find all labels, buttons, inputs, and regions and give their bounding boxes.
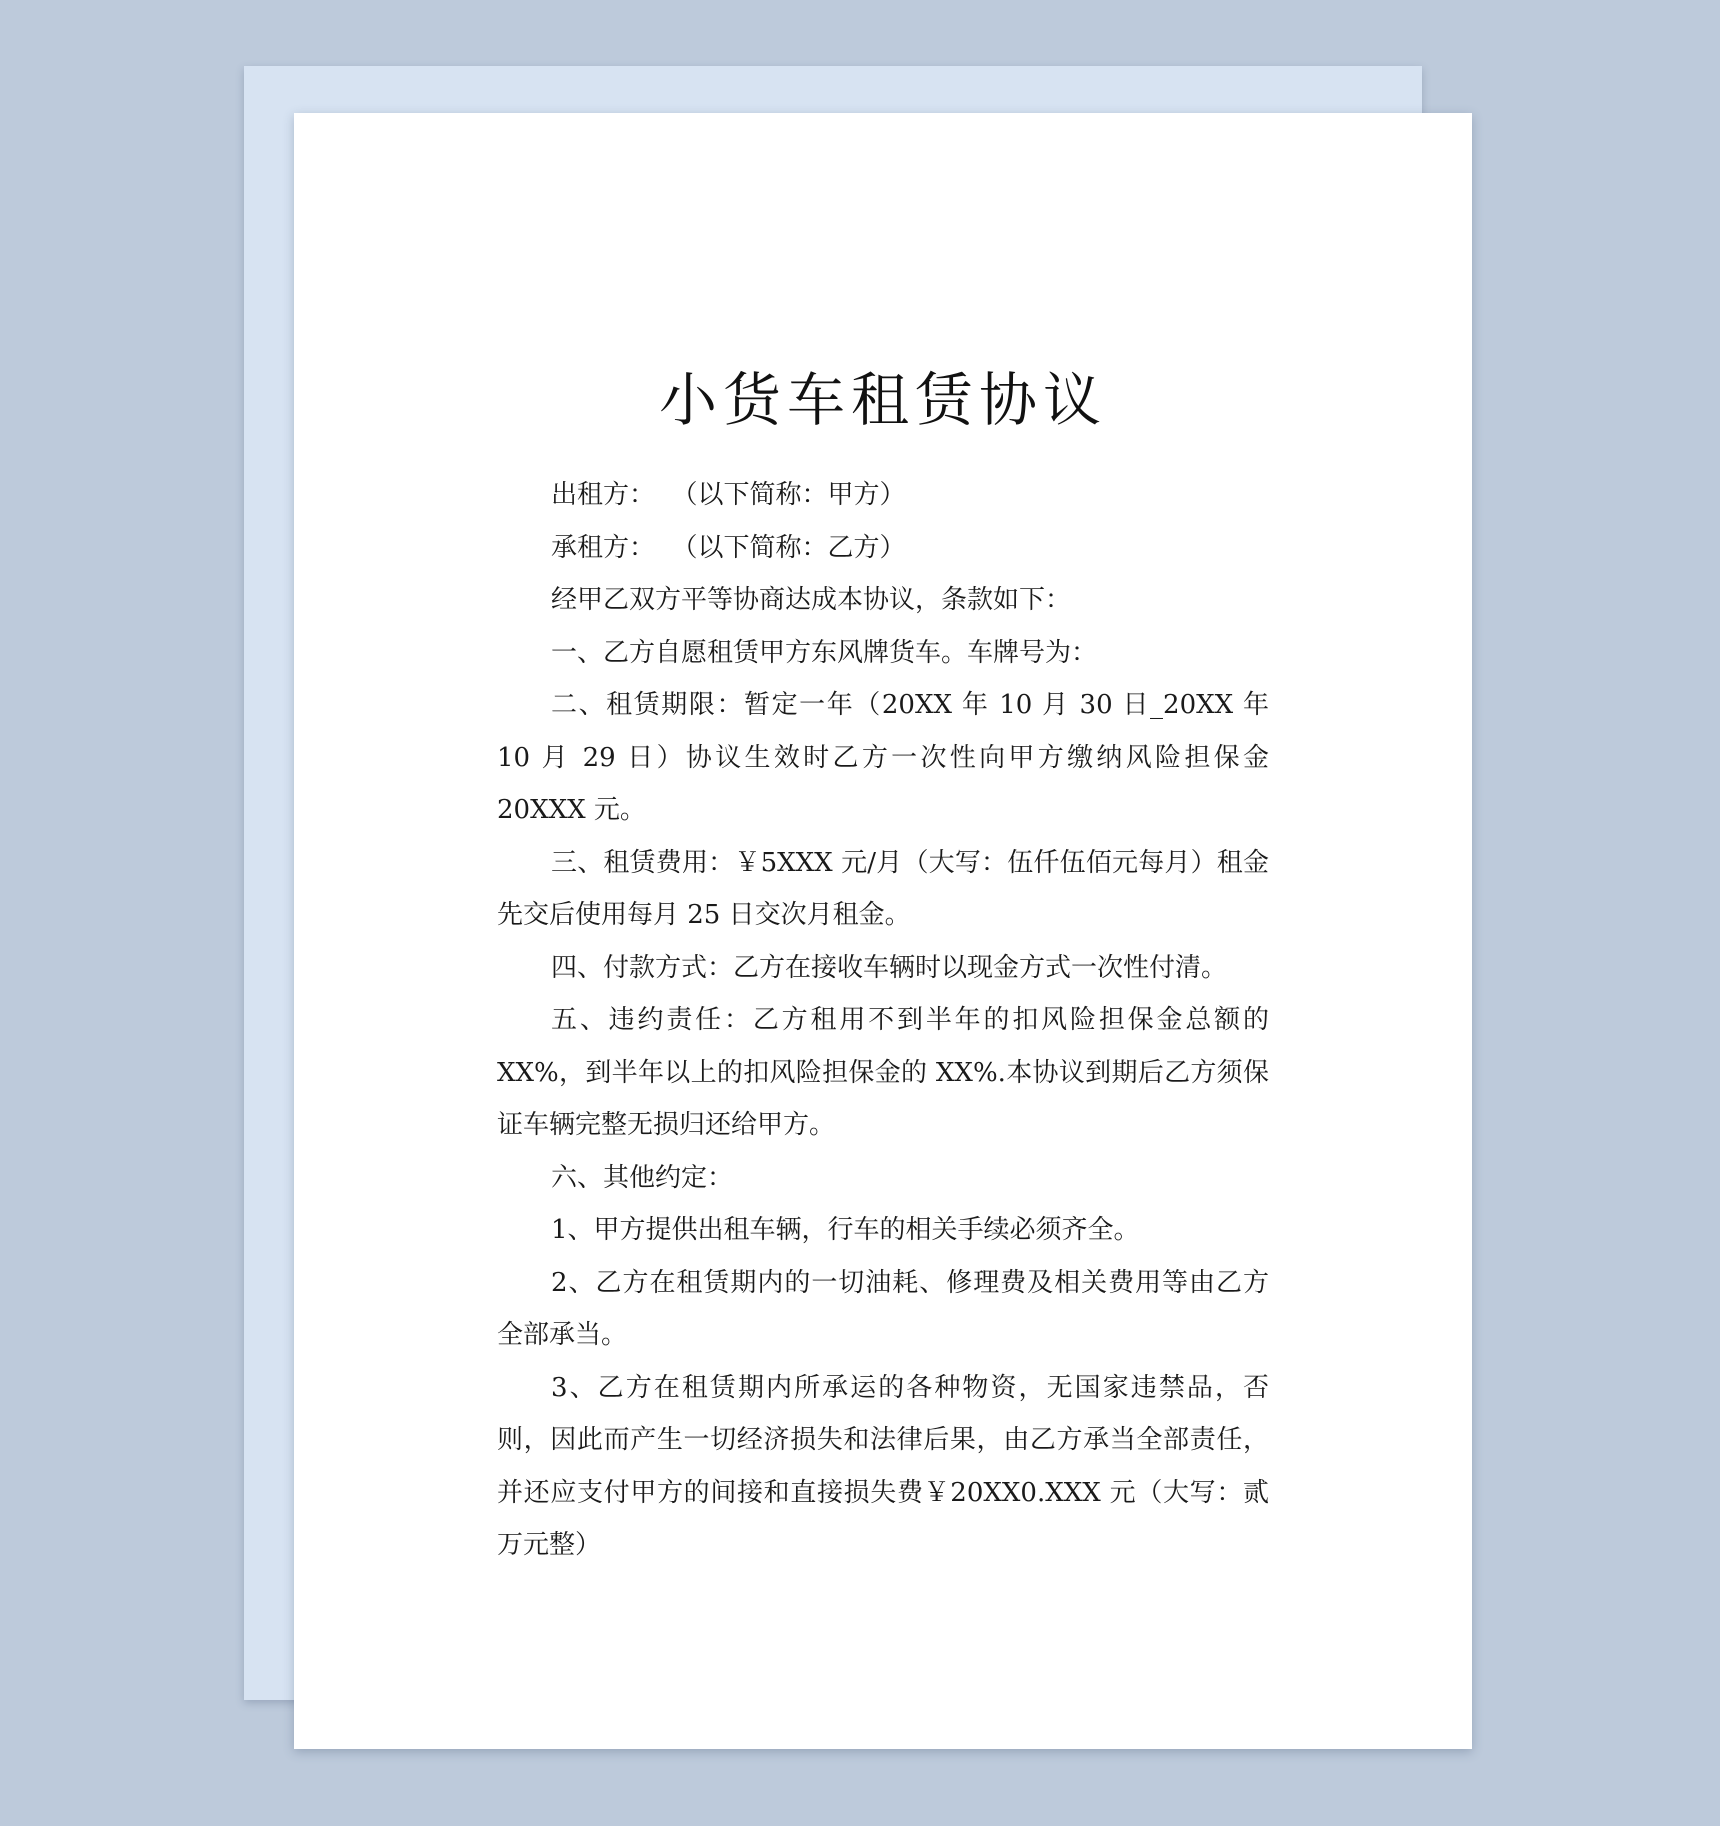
clause-5-liability: 五、违约责任：乙方租用不到半年的扣风险担保金总额的 XX%，到半年以上的扣风险担保金的 XX%.本协议到期后乙方须保证车辆完整无损归还给甲方。: [497, 1005, 1278, 1140]
clause-3-rent: 三、租赁费用：￥5XXX 元/月（大写：伍仟伍佰元每月）租金先交后使用每月 25 日交次月租金。: [497, 847, 1269, 930]
clause-6-other: 六、其他约定：: [551, 1162, 734, 1193]
document-page: [294, 113, 1472, 1749]
agreement-intro: 经甲乙双方平等协商达成本协议，条款如下：: [551, 585, 1072, 615]
document-title: 小货车租赁协议: [658, 366, 1107, 434]
document-body: [497, 469, 1278, 1572]
clause-4-payment: 四、付款方式：乙方在接收车辆时以现金方式一次性付清。: [551, 952, 1228, 983]
clause-1: 一、乙方自愿租赁甲方东风牌货车。车牌号为：: [551, 637, 1098, 668]
other-item-2: 2、乙方在租赁期内的一切油耗、修理费及相关费用等由乙方全部承当。: [497, 1267, 1269, 1350]
other-item-3: 3、乙方在租赁期内所承运的各种物资，无国家违禁品，否则，因此而产生一切经济损失和法律后果，由乙方承当全部责任，并还应支付甲方的间接和直接损失费￥20XX0.XXX 元（大写：贰万元整）: [497, 1372, 1269, 1560]
party-b-line: 承租方： （以下简称：乙方）: [551, 532, 906, 563]
other-item-1: 1、甲方提供出租车辆，行车的相关手续必须齐全。: [551, 1215, 1140, 1245]
party-a-line: 出租方： （以下简称：甲方）: [551, 480, 906, 510]
clause-2-lease-term: 二、租赁期限：暂定一年（20XX 年 10 月 30 日_20XX 年 10 月 29 日）协议生效时乙方一次性向甲方缴纳风险担保金 20XXX 元。: [497, 690, 1278, 825]
